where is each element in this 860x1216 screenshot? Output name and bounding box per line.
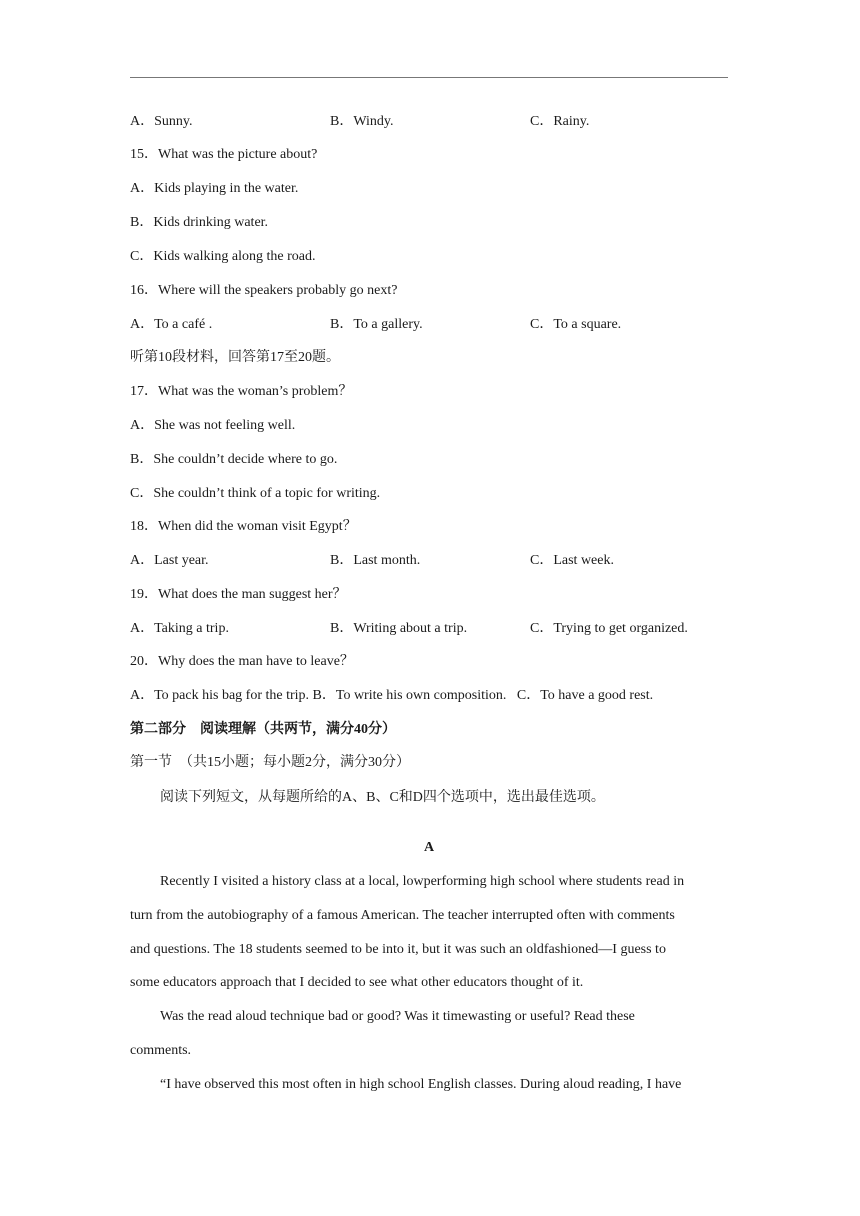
q14-option-a: A．Sunny. <box>130 114 193 129</box>
q17-question: 17．What was the woman’s problem？ <box>130 384 353 399</box>
header-rule <box>130 77 728 78</box>
passage-line-3: and questions. The 18 students seemed to be into it, but it was such an oldfashioned—I guess to <box>130 942 666 957</box>
q19-option-c: C．Trying to get organized. <box>530 621 688 636</box>
q16-option-a: A．To a café . <box>130 317 213 332</box>
q14-option-c: C．Rainy. <box>530 114 590 129</box>
q18-question: 18．When did the woman visit Egypt？ <box>130 519 357 534</box>
q16-question: 16．Where will the speakers probably go next? <box>130 283 398 298</box>
part2-heading: 第二部分 阅读理解（共两节，满分40分） <box>130 722 396 737</box>
passage-title: A <box>423 840 435 855</box>
q16-option-c: C．To a square. <box>530 317 622 332</box>
passage-line-6: comments. <box>130 1043 192 1058</box>
part2-instruction: 阅读下列短文，从每题所给的A、B、C和D四个选项中，选出最佳选项。 <box>160 790 605 805</box>
q17-option-a: A．She was not feeling well. <box>130 418 296 433</box>
q20-question: 20．Why does the man have to leave？ <box>130 654 354 669</box>
q19-question: 19．What does the man suggest her？ <box>130 587 347 602</box>
q17-option-c: C．She couldn’t think of a topic for writing. <box>130 486 381 501</box>
section10-intro: 听第10段材料，回答第17至20题。 <box>130 350 340 365</box>
q15-option-b: B．Kids drinking water. <box>130 215 269 230</box>
q16-option-b: B．To a gallery. <box>330 317 423 332</box>
q18-option-a: A．Last year. <box>130 553 209 568</box>
part2-section1: 第一节 （共15小题；每小题2分，满分30分） <box>130 755 410 770</box>
passage-line-4: some educators approach that I decided to see what other educators thought of it. <box>130 975 584 990</box>
passage-line-1: Recently I visited a history class at a local, lowperforming high school where students read in <box>160 874 685 889</box>
q15-question: 15．What was the picture about? <box>130 147 318 162</box>
q18-option-b: B．Last month. <box>330 553 421 568</box>
q18-option-c: C．Last week. <box>530 553 614 568</box>
q14-option-b: B．Windy. <box>330 114 394 129</box>
q15-option-c: C．Kids walking along the road. <box>130 249 316 264</box>
q20-options: A．To pack his bag for the trip. B．To write his own composition. C．To have a good rest. <box>130 688 654 703</box>
q17-option-b: B．She couldn’t decide where to go. <box>130 452 338 467</box>
passage-line-7: “I have observed this most often in high school English classes. During aloud reading, I have <box>160 1077 682 1092</box>
q19-option-b: B．Writing about a trip. <box>330 621 468 636</box>
q19-option-a: A．Taking a trip. <box>130 621 229 636</box>
passage-line-5: Was the read aloud technique bad or good? Was it timewasting or useful? Read these <box>160 1009 635 1024</box>
q15-option-a: A．Kids playing in the water. <box>130 181 299 196</box>
passage-line-2: turn from the autobiography of a famous American. The teacher interrupted often with comments <box>130 908 675 923</box>
